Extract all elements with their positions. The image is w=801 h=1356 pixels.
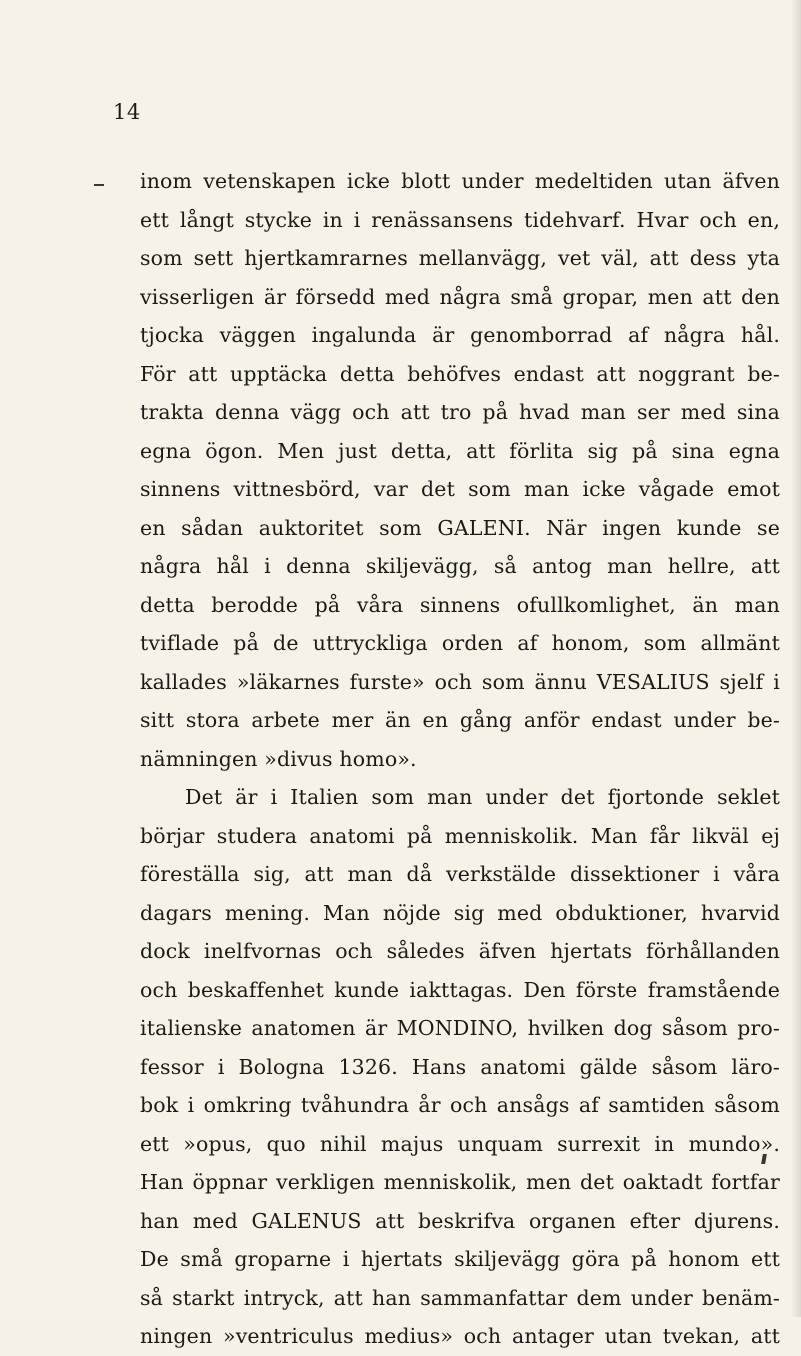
text-line: dagars mening. Man nöjde sig med obduktioner, hvarvid [140,900,780,925]
text-line: Han öppnar verkligen menniskolik, men det oaktadt fortfar [140,1170,780,1194]
text-line: tviflade på de uttryckliga orden af honom, som allmänt [140,631,780,655]
text-line: ett långt stycke in i renässansens tidehvarf. Hvar och en, [140,207,780,232]
text-line: italienske anatomen är MONDINO, hvilken dog såsom pro- [140,1016,780,1040]
text-line: och beskaffenhet kunde iakttagas. Den förste framstående [140,977,780,1002]
text-line: ningen »ventriculus medius» och antager utan tvekan, att [140,1324,780,1348]
text-line: föreställa sig, att man då verkstälde dissektioner i våra [140,862,780,886]
text-line: visserligen är försedd med några små gropar, men att den [140,284,780,309]
text-line: några hål i denna skiljevägg, så antog man hellre, att [140,554,780,578]
text-line: en sådan auktoritet som GALENI. När ingen kunde se [140,515,780,540]
text-line: så starkt intryck, att han sammanfattar dem under benäm- [140,1285,780,1310]
text-line: sitt stora arbete mer än en gång anför endast under be- [140,708,780,732]
margin-dash-mark [94,184,104,186]
text-line: inom vetenskapen icke blott under medeltiden utan äfven [140,169,780,193]
text-line: fessor i Bologna 1326. Hans anatomi gälde såsom läro- [140,1054,780,1079]
page-edge-shadow [791,0,801,1317]
text-line: ett »opus, quo nihil majus unquam surrexit in mundo». [140,1131,780,1156]
text-line: som sett hjertkamrarnes mellanvägg, vet väl, att dess yta [140,246,780,270]
text-line: tjocka väggen ingalunda är genomborrad af några hål. [140,323,780,347]
text-line: börjar studera anatomi på menniskolik. Man får likväl ej [140,823,780,848]
page-number: 14 [113,100,141,124]
text-line: sinnens vittnesbörd, var det som man icke vågade emot [140,477,780,501]
text-line: Det är i Italien som man under det fjortonde seklet [185,785,780,809]
text-line: dock inelfvornas och således äfven hjertats förhållanden [140,939,780,963]
body-text [140,162,780,1356]
text-line: egna ögon. Men just detta, att förlita sig på sina egna [140,438,780,463]
text-line: trakta denna vägg och att tro på hvad man ser med sina [140,400,780,424]
text-line: De små groparne i hjertats skiljevägg göra på honom ett [140,1247,780,1271]
text-line: bok i omkring tvåhundra år och ansågs af samtiden såsom [140,1093,780,1117]
text-line: han med GALENUS att beskrifva organen efter djurens. [140,1208,780,1233]
text-line: För att upptäcka detta behöfves endast att noggrant be- [140,361,780,386]
text-line: kallades »läkarnes furste» och som ännu VESALIUS sjelf i [140,669,780,694]
text-line: detta berodde på våra sinnens ofullkomlighet, än man [140,592,780,617]
text-line: nämningen »divus homo». [140,746,417,771]
